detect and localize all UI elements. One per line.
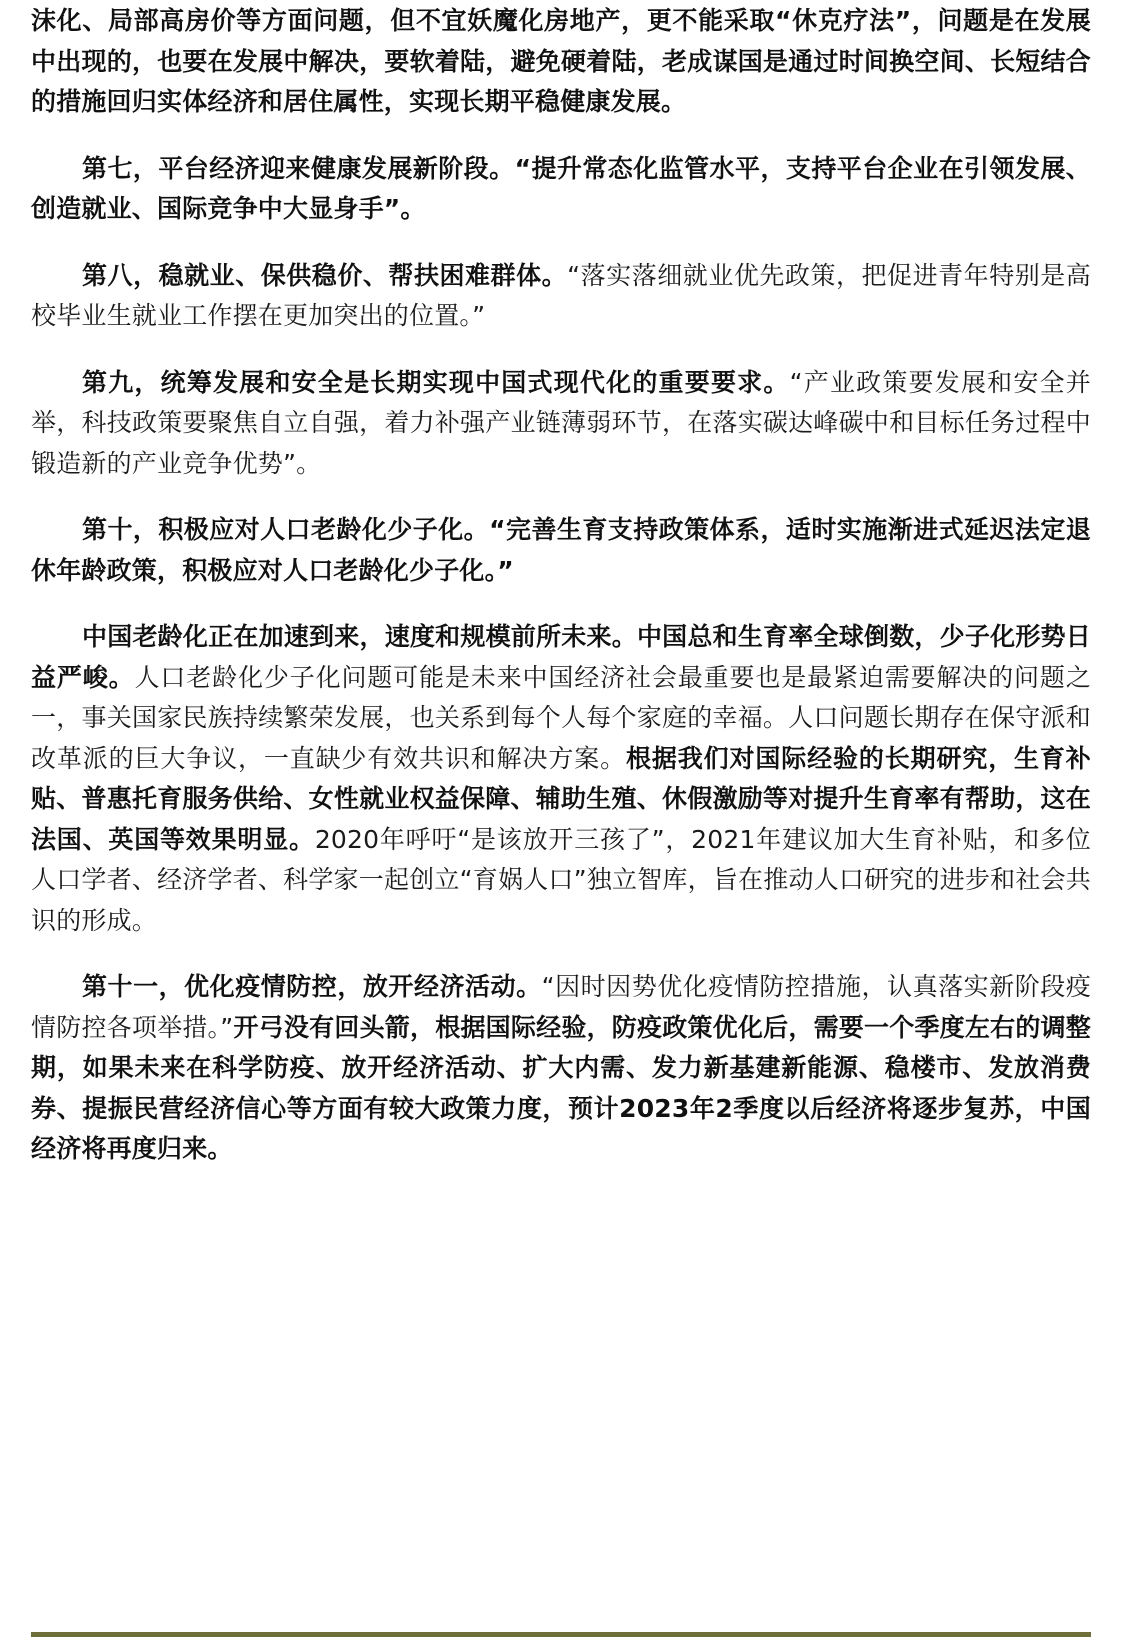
- paragraph-aging-analysis: [31, 617, 1091, 941]
- bottom-divider: [31, 1632, 1091, 1637]
- body-text: 人口老龄化少子化问题可能是未来中国经济社会最重要也是最紧迫需要解决的问题之一，事关国家民族持续繁荣发展，也关系到每个人每个家庭的幸福。人口问题长期存在保守派和改革派的巨大争议，一直缺少有效共识和解决方案。: [31, 662, 1091, 773]
- article-body: [31, 0, 1091, 1196]
- paragraph-employment: [31, 256, 1091, 337]
- bold-text: 沫化、局部高房价等方面问题，但不宜妖魔化房地产，更不能采取“休克疗法”，问题是在发展中出现的，也要在发展中解决，要软着陆，避免硬着陆，老成谋国是通过时间换空间、长短结合的措施回归实体经济和居住属性，实现长期平稳健康发展。: [31, 6, 1091, 116]
- bold-text: 第七，平台经济迎来健康发展新阶段。“提升常态化监管水平，支持平台企业在引领发展、创造就业、国际竞争中大显身手”。: [31, 153, 1091, 223]
- paragraph-epidemic-control: [31, 967, 1091, 1170]
- body-text: “产业政策要发展和安全并举，科技政策要聚焦自立自强，着力补强产业链薄弱环节，在落实碳达峰碳中和目标任务过程中锻造新的产业竞争优势”。: [31, 367, 1091, 478]
- bold-text: 根据我们对国际经验的长期研究，生育补贴、普惠托育服务供给、女性就业权益保障、辅助生殖、休假激励等对提升生育率有帮助，这在法国、英国等效果明显。: [31, 743, 1091, 854]
- bold-text: 第九，统筹发展和安全是长期实现中国式现代化的重要要求。: [82, 367, 790, 397]
- paragraph-aging-population: [31, 510, 1091, 591]
- bold-text: 第十，积极应对人口老龄化少子化。“完善生育支持政策体系，适时实施渐进式延迟法定退休年龄政策，积极应对人口老龄化少子化。”: [31, 515, 1091, 585]
- paragraph-platform-economy: [31, 149, 1091, 230]
- bold-text: 第十一，优化疫情防控，放开经济活动。: [82, 972, 542, 1001]
- bold-text: 第八，稳就业、保供稳价、帮扶困难群体。: [82, 260, 568, 290]
- paragraph-development-security: [31, 363, 1091, 485]
- body-text: “落实落细就业优先政策，把促进青年特别是高校毕业生就业工作摆在更加突出的位置。”: [31, 260, 1091, 330]
- body-text: “因时因势优化疫情防控措施，认真落实新阶段疫情防控各项举措。”: [31, 972, 1091, 1042]
- bold-text: 开弓没有回头箭，根据国际经验，防疫政策优化后，需要一个季度左右的调整期，如果未来在科学防疫、放开经济活动、扩大内需、发力新基建新能源、稳楼市、发放消费券、提振民营经济信心等方面有较大政策力度，预计2023年2季度以后经济将逐步复苏，中国经济将再度归来。: [31, 1012, 1091, 1163]
- body-text: 2020年呼吁“是该放开三孩了”，2021年建议加大生育补贴，和多位人口学者、经济学者、科学家一起创立“育娲人口”独立智库，旨在推动人口研究的进步和社会共识的形成。: [31, 824, 1092, 935]
- paragraph-real-estate-continued: [31, 1, 1091, 123]
- bold-text: 中国老龄化正在加速到来，速度和规模前所未来。中国总和生育率全球倒数，少子化形势日益严峻。: [31, 622, 1091, 692]
